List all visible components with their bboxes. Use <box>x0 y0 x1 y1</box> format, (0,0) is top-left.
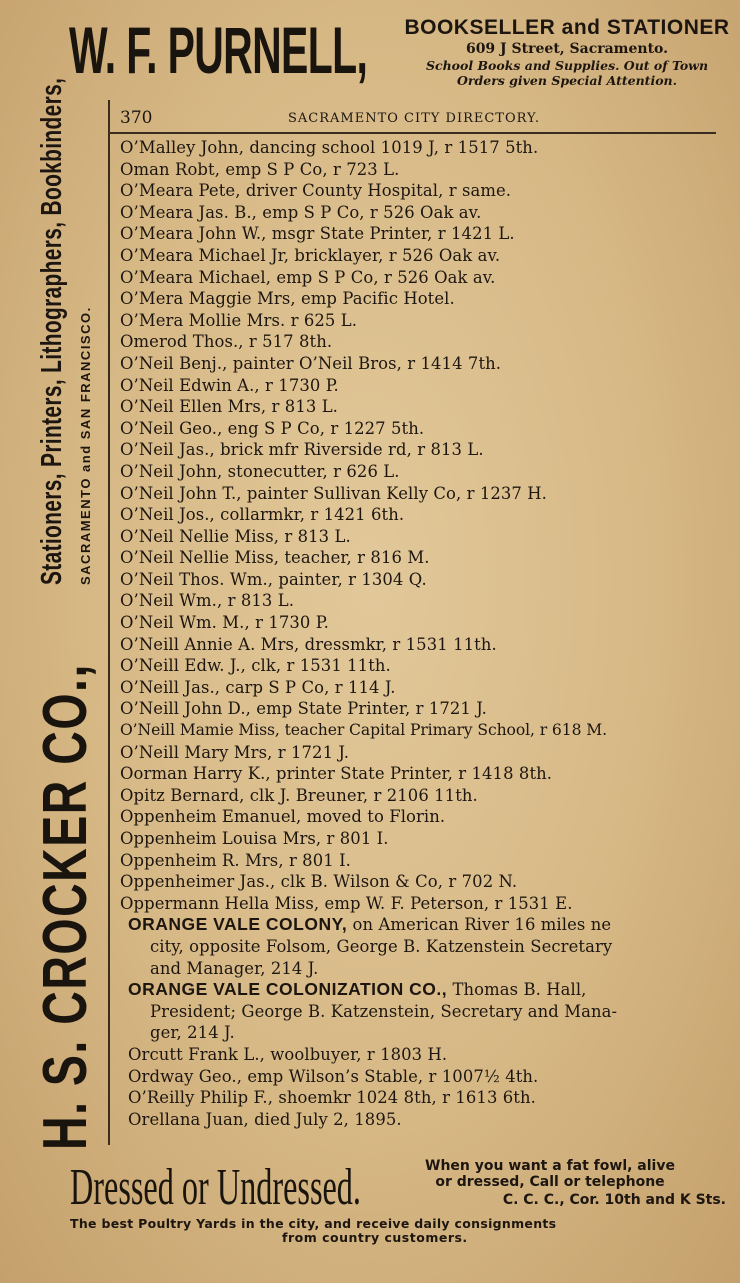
purnell-trade: BOOKSELLER and STATIONER <box>404 16 730 39</box>
directory-entry: O’Neill Edw. J., clk, r 1531 11th. <box>120 656 391 676</box>
poultry-line-2: or dressed, Call or telephone <box>435 1174 665 1190</box>
directory-entry: O’Neil Nellie Miss, r 813 L. <box>120 526 351 546</box>
poultry-tagline: The best Poultry Yards in the city, and receive daily consignments <box>70 1216 557 1231</box>
directory-entry: O’Neill John D., emp State Printer, r 1721 J. <box>120 699 487 719</box>
directory-entry: O’Reilly Philip F., shoemkr 1024 8th, r 1613 6th. <box>128 1088 536 1108</box>
directory-entry: Oppenheim Emanuel, moved to Florin. <box>120 807 446 827</box>
directory-entry: O’Neill Annie A. Mrs, dressmkr, r 1531 11th. <box>120 634 497 654</box>
directory-entry: O’Neil John T., painter Sullivan Kelly Co, r 1237 H. <box>120 483 547 503</box>
directory-entries <box>120 137 720 1130</box>
header-rule <box>108 132 716 134</box>
orange-vale-colony-entry <box>120 914 720 979</box>
page-number: 370 <box>120 108 153 128</box>
poultry-tagline-2: from country customers. <box>282 1230 468 1245</box>
poultry-details <box>370 1158 730 1208</box>
directory-entry: Oppermann Hella Miss, emp W. F. Peterson, r 1531 E. <box>120 893 573 913</box>
poultry-address: C. C. C., Cor. 10th and K Sts. <box>502 1192 726 1208</box>
entry-rest: Thomas B. Hall, <box>447 980 587 1000</box>
directory-entry: Orellana Juan, died July 2, 1895. <box>128 1109 402 1129</box>
directory-entry: O’Neil Edwin A., r 1730 P. <box>120 375 339 395</box>
directory-entry: Omerod Thos., r 517 8th. <box>120 332 333 352</box>
directory-entry: Oman Robt, emp S P Co, r 723 L. <box>120 159 400 179</box>
directory-entry: Opitz Bernard, clk J. Breuner, r 2106 11th. <box>120 785 478 805</box>
directory-entry: O’Mera Mollie Mrs. r 625 L. <box>120 310 358 330</box>
purnell-details <box>402 16 732 88</box>
crocker-trades: Stationers, Printers, Lithographers, Bookbinders, <box>36 77 68 585</box>
crocker-name: H. S. CROCKER CO., <box>31 663 100 1150</box>
entry-continuation: President; George B. Katzenstein, Secretary and Mana- <box>150 1001 618 1021</box>
directory-entry: O’Meara Michael, emp S P Co, r 526 Oak av. <box>120 267 496 287</box>
directory-entry: O’Neil Ellen Mrs, r 813 L. <box>120 397 338 417</box>
poultry-line-1: When you want a fat fowl, alive <box>425 1158 675 1174</box>
directory-entry: Oppenheimer Jas., clk B. Wilson & Co, r 702 N. <box>120 872 518 892</box>
directory-entry: O’Meara Jas. B., emp S P Co, r 526 Oak av. <box>120 202 482 222</box>
poultry-headline: Dressed or Undressed. <box>70 1159 361 1216</box>
entry-continuation: and Manager, 214 J. <box>150 958 319 978</box>
directory-entry: O’Neil Geo., eng S P Co, r 1227 5th. <box>120 418 425 438</box>
directory-entry: O’Neill Mamie Miss, teacher Capital Primary School, r 618 M. <box>120 721 607 740</box>
directory-entry: O’Neill Jas., carp S P Co, r 114 J. <box>120 677 396 697</box>
entry-lead: ORANGE VALE COLONY, <box>128 914 348 935</box>
directory-entry: Oorman Harry K., printer State Printer, r 1418 8th. <box>120 764 553 784</box>
directory-entry: O’Neil John, stonecutter, r 626 L. <box>120 461 400 481</box>
purnell-name: W. F. PURNELL, <box>69 13 368 87</box>
entry-continuation: ger, 214 J. <box>150 1023 235 1043</box>
directory-entry: Oppenheim Louisa Mrs, r 801 I. <box>120 829 389 848</box>
entry-continuation: city, opposite Folsom, George B. Katzenstein Secretary <box>150 936 613 956</box>
entry-lead: ORANGE VALE COLONIZATION CO., <box>128 979 448 1000</box>
top-advertisement <box>65 8 735 98</box>
directory-entry: O’Neill Mary Mrs, r 1721 J. <box>120 742 350 762</box>
entry-rest: on American River 16 miles ne <box>347 915 612 935</box>
directory-entry: O’Neil Wm. M., r 1730 P. <box>120 613 329 633</box>
directory-entry: O’Neil Jos., collarmkr, r 1421 6th. <box>120 505 405 525</box>
purnell-address: 609 J Street, Sacramento. <box>465 41 669 57</box>
directory-entry: O’Neil Wm., r 813 L. <box>120 591 295 611</box>
crocker-cities: SACRAMENTO and SAN FRANCISCO. <box>78 306 93 585</box>
directory-entry: O’Neil Thos. Wm., painter, r 1304 Q. <box>120 569 427 589</box>
directory-entry: O’Neil Nellie Miss, teacher, r 816 M. <box>120 548 430 568</box>
orange-vale-colonization-entry <box>120 979 720 1044</box>
directory-entry: O’Meara John W., msgr State Printer, r 1421 L. <box>120 224 515 244</box>
directory-entry: Ordway Geo., emp Wilson’s Stable, r 1007½ 4th. <box>128 1066 539 1086</box>
bottom-advertisement <box>0 1148 740 1283</box>
directory-entry: Oppenheim R. Mrs, r 801 I. <box>120 850 351 870</box>
directory-entry: Orcutt Frank L., woolbuyer, r 1803 H. <box>128 1044 448 1064</box>
directory-entry: O’Neil Benj., painter O’Neil Bros, r 1414 7th. <box>120 353 502 373</box>
directory-entry: O’Mera Maggie Mrs, emp Pacific Hotel. <box>120 289 455 309</box>
crocker-advertisement <box>30 77 101 1150</box>
directory-entry: O’Neil Jas., brick mfr Riverside rd, r 813 L. <box>120 440 484 460</box>
directory-entry: O’Meara Pete, driver County Hospital, r same. <box>120 181 512 201</box>
directory-entry: O’Meara Michael Jr, bricklayer, r 526 Oak av. <box>120 245 501 265</box>
purnell-supplies: School Books and Supplies. Out of Town <box>425 58 709 73</box>
running-head: SACRAMENTO CITY DIRECTORY. <box>288 111 541 126</box>
purnell-orders: Orders given Special Attention. <box>457 73 677 88</box>
directory-entry: O’Malley John, dancing school 1019 J, r 1517 5th. <box>120 138 539 157</box>
